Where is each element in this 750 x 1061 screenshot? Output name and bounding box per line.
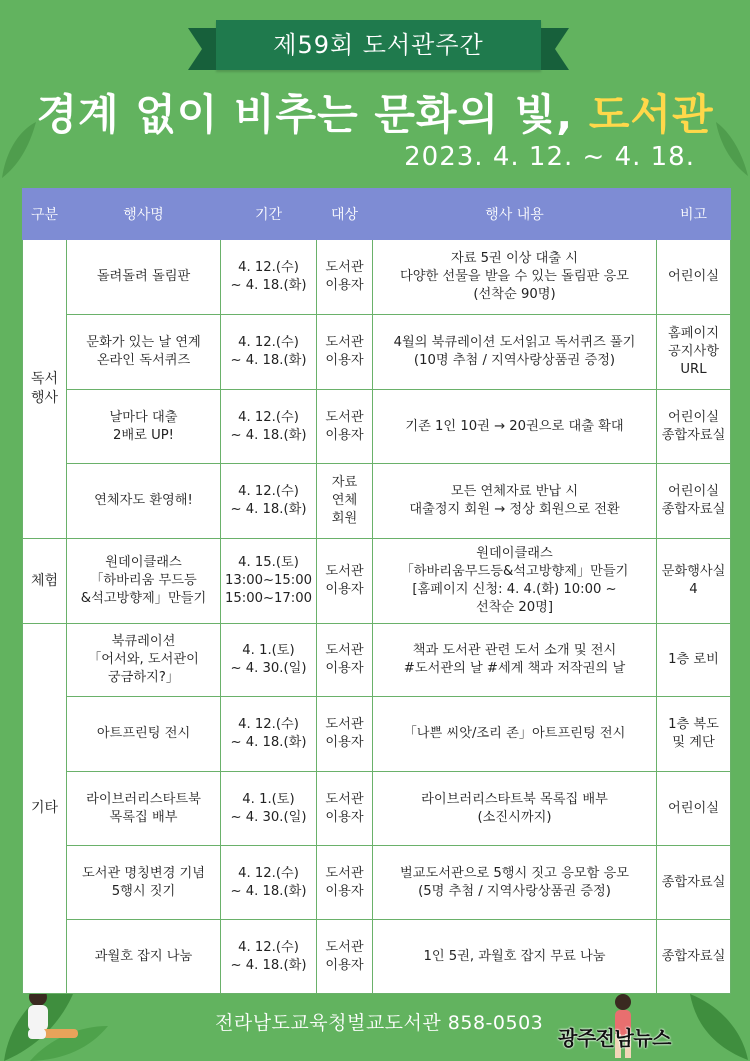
poster-title [0, 82, 750, 142]
event-period: 4. 15.(토) 13:00~15:00 15:00~17:00 [221, 539, 317, 624]
news-logo: 광주전남뉴스 [558, 1026, 671, 1050]
event-target: 도서관 이용자 [317, 772, 373, 846]
event-period: 4. 12.(수) ~ 4. 18.(화) [221, 920, 317, 994]
event-name: 북큐레이션 「어서와, 도서관이 궁금하지?」 [67, 624, 221, 697]
table-row [23, 920, 731, 994]
event-content: 라이브러리스타트북 목록집 배부 (소진시까지) [373, 772, 657, 846]
category-reading: 독서 행사 [23, 240, 67, 539]
category-etc: 기타 [23, 624, 67, 994]
title-main: 경계 없이 비추는 문화의 빛, [36, 90, 589, 139]
table-row [23, 240, 731, 315]
event-schedule-table [22, 188, 731, 994]
event-note: 어린이실 [657, 240, 731, 315]
event-name: 날마다 대출 2배로 UP! [67, 390, 221, 464]
event-name: 아트프린팅 전시 [67, 697, 221, 772]
event-target: 도서관 이용자 [317, 539, 373, 624]
event-note: 1층 로비 [657, 624, 731, 697]
event-note: 홈페이지 공지사항 URL [657, 315, 731, 390]
event-name: 연체자도 환영해! [67, 464, 221, 539]
event-note: 어린이실 종합자료실 [657, 390, 731, 464]
person-illustration-icon [8, 985, 88, 1061]
event-period: 4. 12.(수) ~ 4. 18.(화) [221, 697, 317, 772]
event-period: 4. 12.(수) ~ 4. 18.(화) [221, 240, 317, 315]
event-content: 1인 5권, 과월호 잡지 무료 나눔 [373, 920, 657, 994]
event-period: 4. 12.(수) ~ 4. 18.(화) [221, 390, 317, 464]
event-note: 어린이실 [657, 772, 731, 846]
event-content: 모든 연체자료 반납 시 대출정지 회원 → 정상 회원으로 전환 [373, 464, 657, 539]
event-name: 문화가 있는 날 연계 온라인 독서퀴즈 [67, 315, 221, 390]
event-content: 「나쁜 씨앗/조리 존」아트프린팅 전시 [373, 697, 657, 772]
event-badge: 제59회 도서관주간 [216, 20, 541, 70]
event-target: 도서관 이용자 [317, 624, 373, 697]
event-note: 문화행사실4 [657, 539, 731, 624]
event-note: 1층 복도 및 계단 [657, 697, 731, 772]
event-target: 도서관 이용자 [317, 240, 373, 315]
table-row [23, 390, 731, 464]
table-row [23, 772, 731, 846]
header-content: 행사 내용 [373, 189, 657, 240]
event-period: 4. 12.(수) ~ 4. 18.(화) [221, 846, 317, 920]
event-target: 도서관 이용자 [317, 390, 373, 464]
event-note: 어린이실 종합자료실 [657, 464, 731, 539]
event-note: 종합자료실 [657, 920, 731, 994]
table-row [23, 539, 731, 624]
header-note: 비고 [657, 189, 731, 240]
table-row [23, 697, 731, 772]
table-row [23, 846, 731, 920]
table-row [23, 315, 731, 390]
event-period: 4. 12.(수) ~ 4. 18.(화) [221, 464, 317, 539]
event-name: 원데이클래스 「하바리움 무드등 &석고방향제」만들기 [67, 539, 221, 624]
table-header-row [23, 189, 731, 240]
event-name: 도서관 명칭변경 기념 5행시 짓기 [67, 846, 221, 920]
event-content: 벌교도서관으로 5행시 짓고 응모함 응모 (5명 추첨 / 지역사랑상품권 증정) [373, 846, 657, 920]
event-content: 4월의 북큐레이션 도서읽고 독서퀴즈 풀기 (10명 추첨 / 지역사랑상품권 증정) [373, 315, 657, 390]
event-content: 자료 5권 이상 대출 시 다양한 선물을 받을 수 있는 돌림판 응모 (선착순 90명) [373, 240, 657, 315]
header-target: 대상 [317, 189, 373, 240]
event-target: 자료 연체 회원 [317, 464, 373, 539]
library-contact: 전라남도교육청벌교도서관 858-0503 [215, 1012, 544, 1034]
event-period: 4. 12.(수) ~ 4. 18.(화) [221, 315, 317, 390]
event-target: 도서관 이용자 [317, 846, 373, 920]
event-content: 원데이클래스 「하바리움무드등&석고방향제」만들기 [홈페이지 신청: 4. 4.(화) 10:00 ~ 선착순 20명] [373, 539, 657, 624]
event-content: 기존 1인 10권 → 20권으로 대출 확대 [373, 390, 657, 464]
event-dates: 2023. 4. 12. ~ 4. 18. [404, 142, 695, 172]
event-target: 도서관 이용자 [317, 315, 373, 390]
header-event-name: 행사명 [67, 189, 221, 240]
table-row [23, 624, 731, 697]
category-experience: 체험 [23, 539, 67, 624]
header-period: 기간 [221, 189, 317, 240]
event-content: 책과 도서관 관련 도서 소개 및 전시 #도서관의 날 #세계 책과 저작권의 날 [373, 624, 657, 697]
event-period: 4. 1.(토) ~ 4. 30.(일) [221, 624, 317, 697]
table-row [23, 464, 731, 539]
event-name: 과월호 잡지 나눔 [67, 920, 221, 994]
title-accent: 도서관 [588, 90, 714, 139]
event-target: 도서관 이용자 [317, 697, 373, 772]
event-name: 돌려돌려 돌림판 [67, 240, 221, 315]
event-note: 종합자료실 [657, 846, 731, 920]
header-category: 구분 [23, 189, 67, 240]
event-period: 4. 1.(토) ~ 4. 30.(일) [221, 772, 317, 846]
event-name: 라이브러리스타트북 목록집 배부 [67, 772, 221, 846]
event-target: 도서관 이용자 [317, 920, 373, 994]
